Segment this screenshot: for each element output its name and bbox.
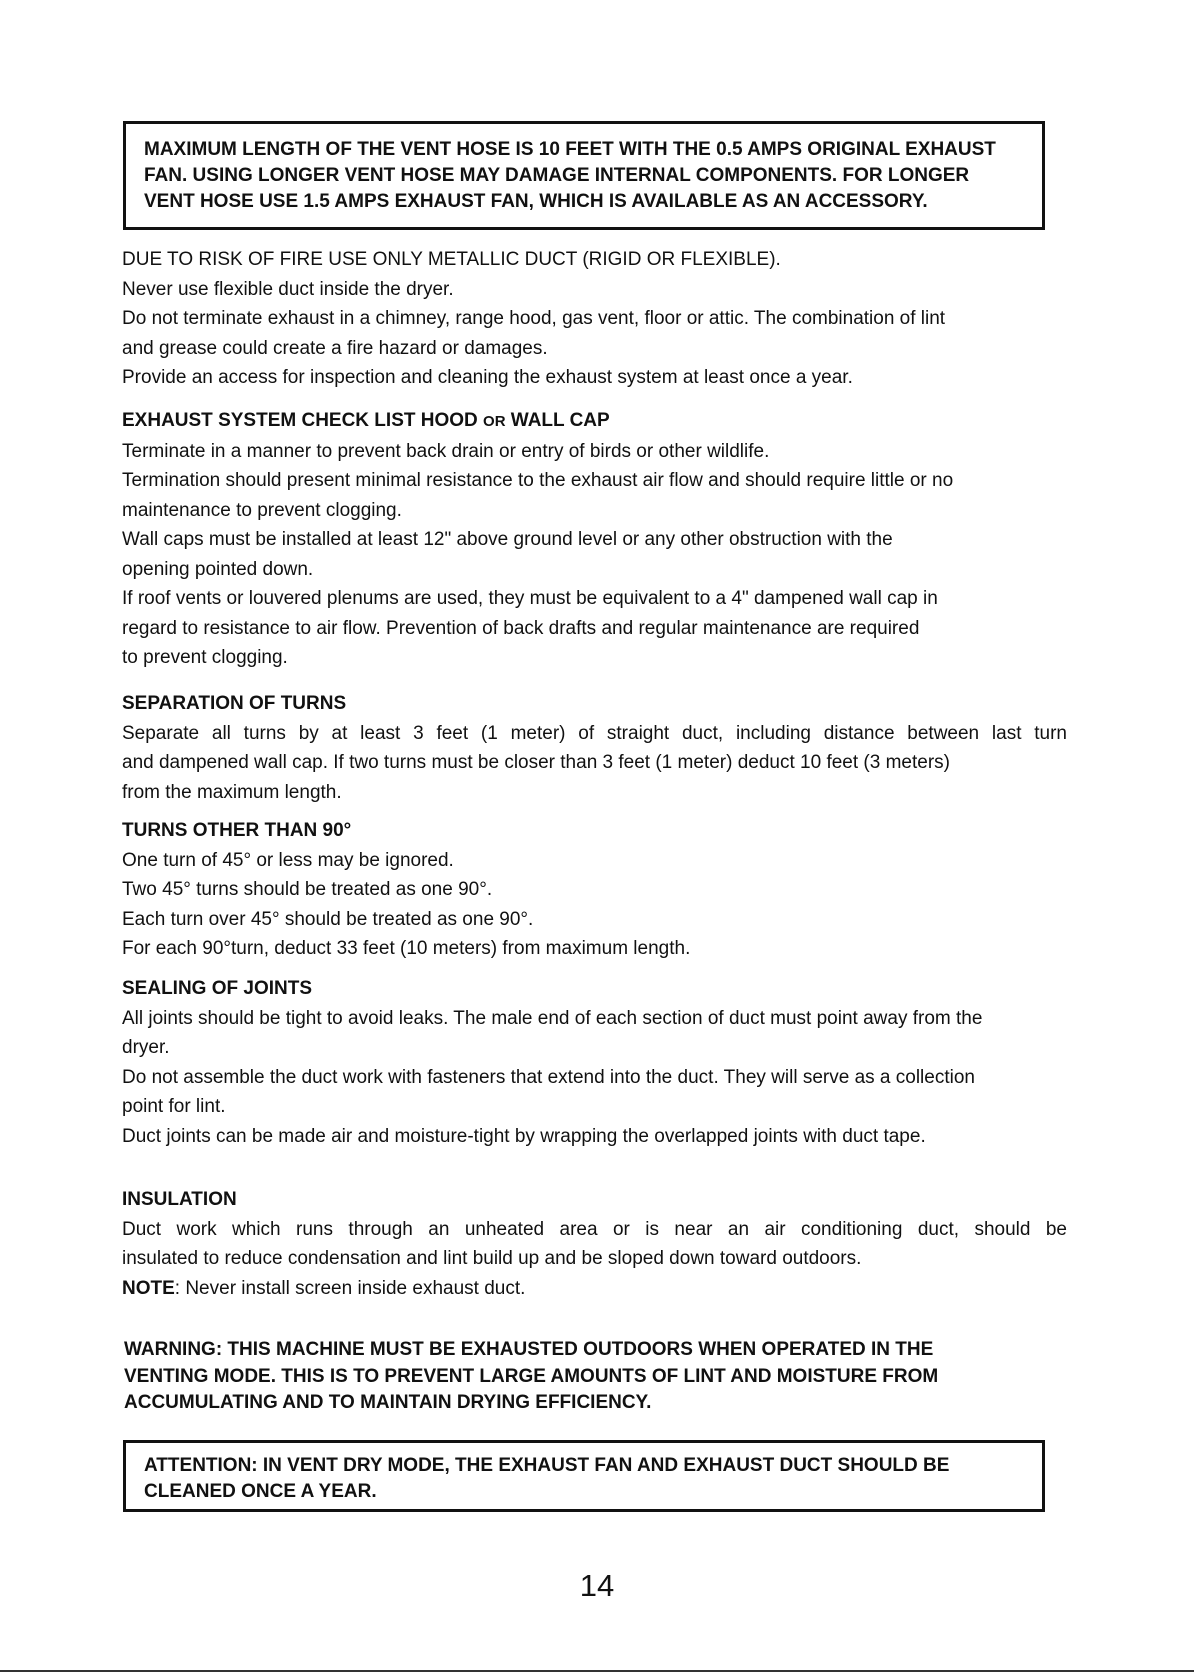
text-line: Duct joints can be made air and moisture-tight by wrapping the overlapped joints with duct tape. — [122, 1125, 926, 1147]
warning-section — [124, 1337, 1044, 1417]
text-line: Do not terminate exhaust in a chimney, range hood, gas vent, floor or attic. The combination of lint — [122, 308, 946, 329]
heading-part: OR — [483, 413, 506, 430]
page-number: 14 — [579, 1568, 615, 1603]
text-line: Never use flexible duct inside the dryer. — [122, 278, 454, 300]
note-label: NOTE — [122, 1277, 175, 1299]
text-line: opening pointed down. — [122, 558, 314, 580]
text-line: dryer. — [122, 1037, 170, 1058]
section-heading: SEALING OF JOINTS — [122, 978, 313, 999]
vent-hose-notice-box — [123, 121, 1045, 230]
attention-line: CLEANED ONCE A YEAR. — [144, 1481, 377, 1502]
text-line: Each turn over 45° should be treated as one 90°. — [122, 908, 534, 930]
text-line: All joints should be tight to avoid leaks. The male end of each section of duct must point away from the — [122, 1007, 983, 1029]
text-line: Wall caps must be installed at least 12" above ground level or any other obstruction with the — [122, 529, 893, 550]
section-heading — [122, 406, 1067, 437]
text-line: Separate all turns by at least 3 feet (1 meter) of straight duct, including distance between last turn — [122, 722, 1067, 744]
notice-line: VENT HOSE USE 1.5 AMPS EXHAUST FAN, WHICH IS AVAILABLE AS AN ACCESSORY. — [144, 191, 928, 212]
text-line: and grease could create a fire hazard or damages. — [122, 337, 548, 359]
heading-part: WALL CAP — [505, 410, 610, 431]
intro-section — [122, 245, 1067, 393]
text-line: For each 90°turn, deduct 33 feet (10 meters) from maximum length. — [122, 938, 691, 959]
text-line: maintenance to prevent clogging. — [122, 499, 402, 521]
text-line: point for lint. — [122, 1096, 226, 1117]
section-heading: SEPARATION OF TURNS — [122, 693, 347, 714]
heading-part: EXHAUST SYSTEM CHECK LIST HOOD — [122, 410, 484, 431]
attention-box — [123, 1440, 1045, 1512]
warning-line: WARNING: THIS MACHINE MUST BE EXHAUSTED OUTDOORS WHEN OPERATED IN THE — [124, 1339, 934, 1360]
text-line: Two 45° turns should be treated as one 90°. — [122, 879, 493, 900]
text-line: regard to resistance to air flow. Prevention of back drafts and regular maintenance are required — [122, 617, 920, 639]
section-heading: TURNS OTHER THAN 90° — [122, 820, 352, 841]
insulation-section — [122, 1185, 1067, 1303]
notice-line: FAN. USING LONGER VENT HOSE MAY DAMAGE INTERNAL COMPONENTS. FOR LONGER — [144, 165, 970, 186]
section-heading: INSULATION — [122, 1189, 237, 1210]
text-line: Provide an access for inspection and cleaning the exhaust system at least once a year. — [122, 367, 853, 388]
text-line: One turn of 45° or less may be ignored. — [122, 849, 454, 871]
text-line: from the maximum length. — [122, 781, 342, 803]
text-line: Do not assemble the duct work with fasteners that extend into the duct. They will serve as a collection — [122, 1066, 975, 1088]
text-line: Duct work which runs through an unheated area or is near an air conditioning duct, should be — [122, 1218, 1067, 1240]
separation-section — [122, 689, 1067, 807]
checklist-section — [122, 406, 1067, 673]
sealing-section — [122, 974, 1067, 1151]
turns-section — [122, 816, 1067, 964]
attention-line: ATTENTION: IN VENT DRY MODE, THE EXHAUST FAN AND EXHAUST DUCT SHOULD BE — [144, 1455, 950, 1476]
note-line — [122, 1274, 1067, 1304]
text-line: If roof vents or louvered plenums are used, they must be equivalent to a 4" dampened wall cap in — [122, 588, 938, 609]
notice-line: MAXIMUM LENGTH OF THE VENT HOSE IS 10 FEET WITH THE 0.5 AMPS ORIGINAL EXHAUST — [144, 139, 996, 160]
text-line: Terminate in a manner to prevent back drain or entry of birds or other wildlife. — [122, 440, 770, 462]
text-line: Termination should present minimal resistance to the exhaust air flow and should require little or no — [122, 470, 954, 491]
note-text: : Never install screen inside exhaust duct. — [174, 1277, 526, 1299]
text-line: and dampened wall cap. If two turns must be closer than 3 feet (1 meter) deduct 10 feet (3 meters) — [122, 752, 950, 773]
text-line: DUE TO RISK OF FIRE USE ONLY METALLIC DUCT (RIGID OR FLEXIBLE). — [122, 249, 781, 270]
bottom-divider — [0, 1670, 1194, 1672]
text-line: insulated to reduce condensation and lint build up and be sloped down toward outdoors. — [122, 1248, 862, 1269]
warning-line: ACCUMULATING AND TO MAINTAIN DRYING EFFICIENCY. — [124, 1392, 652, 1413]
warning-line: VENTING MODE. THIS IS TO PREVENT LARGE AMOUNTS OF LINT AND MOISTURE FROM — [124, 1365, 939, 1387]
text-line: to prevent clogging. — [122, 647, 288, 668]
